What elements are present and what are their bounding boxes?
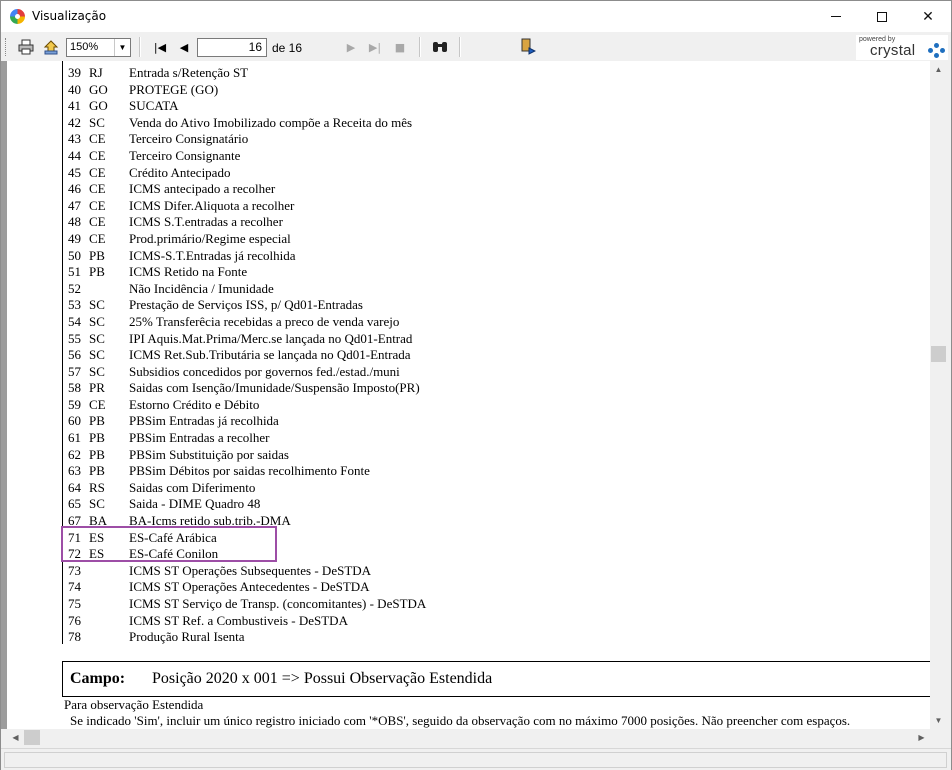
row-code: 76 <box>68 612 81 628</box>
row-description: PBSim Débitos por saidas recolhimento Fonte <box>129 463 370 479</box>
row-description: Prod.primário/Regime especial <box>129 230 291 246</box>
previous-page-icon: ◀ <box>179 40 189 54</box>
row-description: ICMS Difer.Aliquota a recolher <box>129 197 295 213</box>
logo-name-text: crystal <box>870 42 916 59</box>
row-code: 40 <box>68 81 81 97</box>
close-icon: ✕ <box>922 8 934 25</box>
row-uf: GO <box>89 81 108 97</box>
row-description: PROTEGE (GO) <box>129 81 219 97</box>
toolbar <box>1 33 951 61</box>
row-code: 65 <box>68 496 81 512</box>
row-uf: CE <box>89 164 106 180</box>
row-uf: RS <box>89 479 105 495</box>
row-description: Entrada s/Retenção ST <box>129 65 249 80</box>
row-code: 58 <box>68 380 81 396</box>
highlight-box <box>61 526 277 562</box>
first-page-icon: |◀ <box>153 40 167 54</box>
horizontal-scroll-thumb[interactable] <box>24 730 40 745</box>
row-description: ICMS Ret.Sub.Tributária se lançada no Qd01-Entrada <box>129 347 411 363</box>
report-viewport[interactable] <box>7 61 930 729</box>
row-uf: SC <box>89 347 105 363</box>
minimize-icon <box>831 16 841 17</box>
logo-dot <box>934 53 939 58</box>
row-code: 49 <box>68 230 81 246</box>
zoom-select[interactable] <box>66 38 131 57</box>
row-code: 60 <box>68 413 81 429</box>
row-code: 44 <box>68 147 81 163</box>
row-description: Prestação de Serviços ISS, p/ Qd01-Entradas <box>129 297 363 313</box>
row-description: ICMS Retido na Fonte <box>129 264 248 280</box>
campo-label: Campo: <box>70 670 126 687</box>
row-code: 63 <box>68 463 81 479</box>
row-uf: SC <box>89 114 105 130</box>
row-description: Não Incidência / Imunidade <box>129 280 274 296</box>
scroll-down-icon[interactable]: ▼ <box>934 716 943 725</box>
row-code: 67 <box>68 513 81 529</box>
row-code: 75 <box>68 596 81 611</box>
row-description: Venda do Ativo Imobilizado compõe a Receita do mês <box>129 114 413 130</box>
row-description: ICMS-S.T.Entradas já recolhida <box>129 247 296 263</box>
row-uf: CE <box>89 214 106 230</box>
toolbar-separator <box>139 37 141 57</box>
row-uf: CE <box>89 396 106 412</box>
row-description: ICMS ST Operações Antecedentes - DeSTDA <box>129 579 370 595</box>
row-code: 57 <box>68 363 81 379</box>
row-description: Saida - DIME Quadro 48 <box>129 496 261 512</box>
row-uf: RJ <box>89 65 103 80</box>
vertical-scroll-thumb[interactable] <box>931 346 946 362</box>
row-code: 55 <box>68 330 81 346</box>
row-uf: BA <box>89 513 108 529</box>
toolbar-separator <box>419 37 421 57</box>
row-code: 46 <box>68 181 81 197</box>
next-page-icon: ▶ <box>346 40 356 54</box>
row-uf: SC <box>89 313 105 329</box>
row-code: 47 <box>68 197 81 213</box>
row-code: 59 <box>68 396 81 412</box>
first-page-button[interactable] <box>152 38 168 56</box>
logo-powered-text: powered by <box>859 36 896 43</box>
row-description: ES-Café Conilon <box>129 546 219 562</box>
row-code: 78 <box>68 629 81 645</box>
crystal-app-icon <box>10 9 25 24</box>
logo-dot <box>928 48 933 53</box>
status-pane <box>4 752 947 768</box>
row-code: 52 <box>68 280 81 296</box>
scrollbar-corner <box>930 729 947 746</box>
campo-text: Posição 2020 x 001 => Possui Observação Estendida <box>152 670 493 687</box>
row-code: 41 <box>68 98 81 114</box>
campo-box <box>62 661 930 697</box>
stop-icon: ■ <box>394 40 406 54</box>
row-uf: PB <box>89 463 105 479</box>
row-description: PBSim Substituição por saidas <box>129 446 289 462</box>
row-description: IPI Aquis.Mat.Prima/Merc.se lançada no Qd01-Entrad <box>129 330 413 346</box>
export-icon[interactable] <box>42 38 60 56</box>
close-button[interactable] <box>905 1 951 32</box>
zoom-value: 150% <box>70 41 99 53</box>
row-uf: SC <box>89 330 105 346</box>
search-binoculars-icon[interactable] <box>431 38 449 56</box>
maximize-button[interactable] <box>859 1 905 32</box>
minimize-button[interactable] <box>813 1 859 32</box>
chevron-down-icon[interactable]: ▼ <box>114 39 130 56</box>
row-uf: SC <box>89 297 105 313</box>
scroll-left-icon[interactable]: ◀ <box>12 733 19 742</box>
title-bar <box>1 1 951 32</box>
row-code: 61 <box>68 430 81 446</box>
row-description: PBSim Entradas já recolhida <box>129 413 279 429</box>
row-uf: CE <box>89 131 106 147</box>
row-code: 73 <box>68 562 81 578</box>
scroll-right-icon[interactable]: ▶ <box>918 733 925 742</box>
row-uf: PB <box>89 264 105 280</box>
row-uf: CE <box>89 197 106 213</box>
row-code: 64 <box>68 479 81 495</box>
scroll-up-icon[interactable]: ▲ <box>934 65 943 74</box>
row-description: Terceiro Consignatário <box>129 131 249 147</box>
status-bar <box>1 748 951 770</box>
row-description: 25% Transferêcia recebidas a preco de venda varejo <box>129 313 400 329</box>
row-code: 43 <box>68 131 81 147</box>
row-description: Saidas com Diferimento <box>129 479 256 495</box>
horizontal-scrollbar[interactable] <box>7 729 930 746</box>
last-page-icon: ▶| <box>368 40 382 54</box>
row-description: ICMS ST Operações Subsequentes - DeSTDA <box>129 562 372 578</box>
row-code: 56 <box>68 347 81 363</box>
row-code: 54 <box>68 313 81 329</box>
row-description: Saidas com Isenção/Imunidade/Suspensão Imposto(PR) <box>129 380 420 396</box>
row-description: Subsidios concedidos por governos fed./estad./muni <box>129 363 400 379</box>
row-code: 74 <box>68 579 81 595</box>
row-uf: CE <box>89 147 106 163</box>
row-uf: GO <box>89 98 108 114</box>
row-description: ICMS ST Serviço de Transp. (concomitantes) - DeSTDA <box>129 596 427 611</box>
row-code: 50 <box>68 247 81 263</box>
last-page-button[interactable] <box>367 38 383 56</box>
window-title: Visualização <box>32 9 107 23</box>
observation-text: Se indicado 'Sim', incluir um único registro iniciado com '*OBS', seguido da observação com no máximo 7000 posições. Não preencher com espaços. <box>70 713 851 728</box>
row-uf: PB <box>89 430 105 446</box>
page-number-input[interactable]: 16 <box>197 38 267 57</box>
row-description: ICMS ST Ref. a Combustiveis - DeSTDA <box>129 612 348 628</box>
maximize-icon <box>877 12 887 22</box>
row-uf: SC <box>89 496 105 512</box>
row-description: ICMS antecipado a recolher <box>129 181 276 197</box>
row-code: 71 <box>68 529 81 545</box>
row-uf: ES <box>89 546 105 562</box>
row-code: 62 <box>68 446 81 462</box>
previous-page-button[interactable] <box>176 38 192 56</box>
observation-title: Para observação Estendida <box>64 697 204 712</box>
stop-button[interactable] <box>392 38 408 56</box>
row-code: 53 <box>68 297 81 313</box>
row-uf: CE <box>89 230 106 246</box>
row-description: Terceiro Consignante <box>129 147 241 163</box>
logo-dot <box>940 48 945 53</box>
row-description: Crédito Antecipado <box>129 164 231 180</box>
vertical-scrollbar[interactable] <box>930 61 947 729</box>
row-code: 45 <box>68 164 81 180</box>
row-code: 72 <box>68 546 81 562</box>
toolbar-separator <box>459 37 461 57</box>
toolbar-grip[interactable] <box>5 38 8 56</box>
row-uf: PB <box>89 446 105 462</box>
print-icon[interactable] <box>17 38 35 56</box>
row-description: Estorno Crédito e Débito <box>129 396 260 412</box>
group-tree-icon[interactable] <box>519 38 537 56</box>
page-count-label: de 16 <box>272 41 303 55</box>
row-uf: PB <box>89 247 105 263</box>
row-description: BA-Icms retido sub.trib.-DMA <box>129 513 291 529</box>
row-uf: ES <box>89 529 105 545</box>
row-code: 48 <box>68 214 81 230</box>
row-description: PBSim Entradas a recolher <box>129 430 270 446</box>
next-page-button[interactable] <box>343 38 359 56</box>
row-uf: PB <box>89 413 105 429</box>
row-description: ES-Café Arábica <box>129 529 217 545</box>
row-uf: PR <box>89 380 105 396</box>
row-description: Produção Rural Isenta <box>129 629 245 645</box>
row-description: SUCATA <box>129 98 179 114</box>
row-description: ICMS S.T.entradas a recolher <box>129 214 283 230</box>
row-uf: CE <box>89 181 106 197</box>
row-code: 39 <box>68 65 81 80</box>
logo-dot <box>934 43 939 48</box>
row-code: 51 <box>68 264 81 280</box>
row-uf: SC <box>89 363 105 379</box>
row-code: 42 <box>68 114 81 130</box>
crystal-logo <box>856 35 948 60</box>
